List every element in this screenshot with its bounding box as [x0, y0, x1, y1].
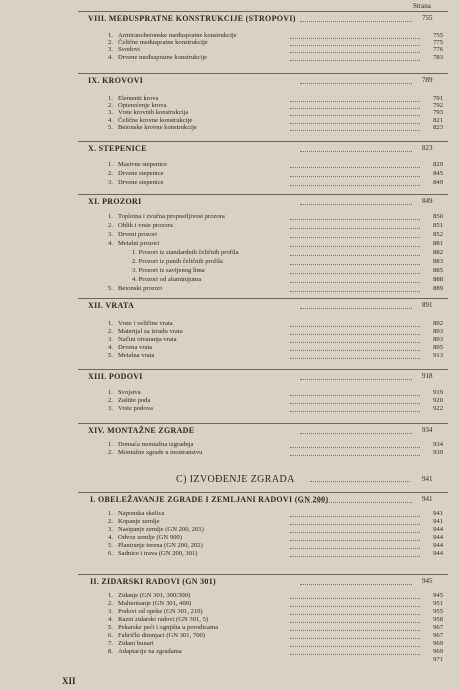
section-rule — [78, 298, 448, 299]
item-number: 3. — [108, 526, 113, 533]
section-leader — [300, 584, 412, 585]
item-leader — [290, 395, 420, 396]
item-number: 3. — [108, 109, 113, 116]
item-title: Toplotna i zvučna propustljivost prozora — [118, 213, 225, 220]
section-page: 849 — [422, 197, 433, 205]
item-title: 3. Prozori iz savijenog lima — [132, 267, 205, 274]
item-page: 969 — [433, 640, 443, 647]
item-number: 2. — [108, 328, 113, 335]
item-title: Drvena vrata — [118, 344, 153, 351]
item-page: 920 — [433, 397, 443, 404]
section-leader — [300, 308, 412, 309]
section-title: XII. VRATA — [88, 301, 135, 310]
item-title: Zidanje (GN 301, 300/300) — [118, 592, 191, 599]
item-leader — [290, 219, 420, 220]
item-title: 2. Prozori iz punih čeličnih profila — [132, 258, 223, 265]
page-number: XII — [62, 676, 76, 686]
item-page: 823 — [433, 124, 443, 131]
item-leader — [290, 447, 420, 448]
item-page: 913 — [433, 352, 443, 359]
section-page: 934 — [422, 426, 433, 434]
item-page: 829 — [433, 161, 443, 168]
item-page: 792 — [433, 102, 443, 109]
section-rule — [78, 423, 448, 424]
item-leader — [290, 638, 420, 639]
item-page: 958 — [433, 616, 443, 623]
item-title: Drvene stepenice — [118, 179, 164, 186]
item-number: 5. — [108, 624, 113, 631]
item-title: Elementi krova — [118, 95, 159, 102]
item-leader — [290, 598, 420, 599]
item-number: 4. — [108, 616, 113, 623]
item-page: 783 — [433, 54, 443, 61]
item-page: 889 — [433, 285, 443, 292]
item-page: 755 — [433, 32, 443, 39]
section-leader — [300, 21, 412, 22]
part-page: 941 — [422, 475, 433, 483]
page-column-label: Strana — [413, 2, 431, 10]
item-number: 1. — [108, 95, 113, 102]
item-title: Pekarske peći i ognjišta u porodicama — [118, 624, 219, 631]
section-title: XI. PROZORI — [88, 197, 142, 206]
item-page: 941 — [433, 510, 443, 517]
item-number: 2. — [108, 222, 113, 229]
item-number: 1. — [108, 161, 113, 168]
item-page: 919 — [433, 389, 443, 396]
section-title: I. OBELEŽAVANJE ZGRADE I ZEMLJANI RADOVI (GN 200) — [90, 495, 329, 504]
item-title: Malterisanje (GN 301, 400) — [118, 600, 192, 607]
item-title: Adaptacije na zgradama — [118, 648, 182, 655]
item-title: Svojstva — [118, 389, 141, 396]
item-page: 892 — [433, 320, 443, 327]
item-title: Domaća montažna izgradnja — [118, 441, 194, 448]
item-number: 5. — [108, 352, 113, 359]
item-number: 3. — [108, 608, 113, 615]
item-number: 5. — [108, 285, 113, 292]
item-title: Načini otvaranja vrata — [118, 336, 177, 343]
item-leader — [290, 246, 420, 247]
item-number: 1. — [108, 213, 113, 220]
item-page: 945 — [433, 592, 443, 599]
section-rule — [78, 73, 448, 74]
item-number: 7. — [108, 640, 113, 647]
item-number: 3. — [108, 179, 113, 186]
item-page: 893 — [433, 328, 443, 335]
item-page: 941 — [433, 518, 443, 525]
section-title: XIII. PODOVI — [88, 372, 143, 381]
section-leader — [300, 83, 412, 84]
item-number: 5. — [108, 124, 113, 131]
item-leader — [290, 273, 420, 274]
item-leader — [290, 185, 420, 186]
item-number: 2. — [108, 170, 113, 177]
section-rule — [78, 194, 448, 195]
item-title: Zaštite poda — [118, 397, 151, 404]
item-number: 4. — [108, 54, 113, 61]
item-leader — [290, 411, 420, 412]
item-page: 951 — [433, 600, 443, 607]
item-title: Čelične međuspratne konstrukcije — [118, 39, 208, 46]
item-page: 775 — [433, 39, 443, 46]
item-leader — [290, 326, 420, 327]
item-leader — [290, 108, 420, 109]
item-leader — [290, 556, 420, 557]
item-title: Čelične krovne konstrukcije — [118, 117, 193, 124]
item-leader — [290, 403, 420, 404]
item-leader — [290, 123, 420, 124]
item-title: 4. Prozori od aluminijuma — [132, 276, 202, 283]
section-leader — [300, 379, 412, 380]
item-leader — [290, 52, 420, 53]
item-number: 2. — [108, 102, 113, 109]
item-leader — [290, 282, 420, 283]
item-title: 1. Prozori iz standardnih čeličnih profila — [132, 249, 239, 256]
item-leader — [290, 548, 420, 549]
item-number: 2. — [108, 449, 113, 456]
item-leader — [290, 524, 420, 525]
item-title: Oblik i vrste prozora — [118, 222, 173, 229]
section-rule — [78, 141, 448, 142]
item-title: Vrste krovnih konstrukcija — [118, 109, 189, 116]
item-page: 793 — [433, 109, 443, 116]
item-title: Masivne stepenice — [118, 161, 167, 168]
item-number: 4. — [108, 117, 113, 124]
part-heading: C) IZVOĐENJE ZGRADA — [176, 474, 295, 485]
item-title: Nasipanje zemlje (GN 200, 201) — [118, 526, 204, 533]
item-page: 882 — [433, 249, 443, 256]
item-number: 3. — [108, 336, 113, 343]
item-title: Kopanje zemlje — [118, 518, 160, 525]
item-number: 2. — [108, 518, 113, 525]
item-leader — [290, 237, 420, 238]
section-page: 945 — [422, 577, 433, 585]
item-page: 849 — [433, 179, 443, 186]
item-title: Materijal za izradu vrata — [118, 328, 183, 335]
item-page: 939 — [433, 449, 443, 456]
section-leader — [300, 502, 412, 503]
item-title: Drvene stepenice — [118, 170, 164, 177]
item-leader — [290, 540, 420, 541]
item-title: Vrste podova — [118, 405, 153, 412]
item-number: 2. — [108, 39, 113, 46]
item-leader — [290, 646, 420, 647]
item-title: Metalna vrata — [118, 352, 155, 359]
item-leader — [290, 358, 420, 359]
item-page: 934 — [433, 441, 443, 448]
item-title: Planiranje terena (GN 200, 202) — [118, 542, 203, 549]
item-title: Odvoz zemlje (GN 900) — [118, 534, 182, 541]
item-number: 4. — [108, 240, 113, 247]
item-number: 5. — [108, 542, 113, 549]
item-page: 821 — [433, 117, 443, 124]
item-title: Svodovi — [118, 46, 140, 53]
item-number: 1. — [108, 320, 113, 327]
item-leader — [290, 115, 420, 116]
item-title: Armiranobetonske međuspratne konstrukcije — [118, 32, 237, 39]
item-title: Sadnice i trava (GN 200, 301) — [118, 550, 198, 557]
section-title: X. STEPENICE — [88, 144, 147, 153]
section-page: 755 — [422, 14, 433, 22]
item-page: 969 — [433, 648, 443, 655]
item-page: 967 — [433, 632, 443, 639]
item-leader — [290, 45, 420, 46]
item-leader — [290, 455, 420, 456]
item-title: Fabrički dimnjaci (GN 301, 700) — [118, 632, 205, 639]
section-rule — [78, 492, 448, 493]
section-page: 891 — [422, 301, 433, 309]
item-number: 8. — [108, 648, 113, 655]
item-leader — [290, 606, 420, 607]
item-title: Razni zidarski radovi (GN 301, 5) — [118, 616, 209, 623]
item-leader — [290, 130, 420, 131]
item-number: 1. — [108, 389, 113, 396]
section-leader — [300, 151, 412, 152]
item-number: 3. — [108, 46, 113, 53]
item-number: 2. — [108, 397, 113, 404]
item-page: 944 — [433, 542, 443, 549]
item-page: 850 — [433, 213, 443, 220]
item-leader — [290, 516, 420, 517]
item-leader — [290, 342, 420, 343]
item-page: 971 — [433, 656, 443, 663]
section-title: XIV. MONTAŽNE ZGRADE — [88, 426, 195, 435]
item-page: 944 — [433, 534, 443, 541]
section-leader — [300, 433, 412, 434]
item-title: Drvene međuspratne konstrukcije — [118, 54, 207, 61]
item-number: 6. — [108, 550, 113, 557]
item-title: Metalni prozori — [118, 240, 160, 247]
section-leader — [300, 204, 412, 205]
item-title: Betonski prozori — [118, 285, 163, 292]
item-leader — [290, 350, 420, 351]
item-leader — [290, 532, 420, 533]
section-title: II. ZIDARSKI RADOVI (GN 301) — [90, 577, 216, 586]
item-leader — [290, 614, 420, 615]
section-rule — [78, 574, 448, 575]
item-leader — [290, 654, 420, 655]
item-page: 888 — [433, 276, 443, 283]
item-leader — [290, 176, 420, 177]
item-number: 6. — [108, 632, 113, 639]
item-title: Naponska skelica — [118, 510, 165, 517]
item-leader — [290, 60, 420, 61]
section-title: VIII. MEĐUSPRATNE KONSTRUKCIJE (STROPOVI) — [88, 14, 296, 23]
item-page: 883 — [433, 258, 443, 265]
item-page: 944 — [433, 526, 443, 533]
item-leader — [290, 264, 420, 265]
item-leader — [290, 255, 420, 256]
item-page: 895 — [433, 344, 443, 351]
item-title: Montažne zgrade u inostranstvu — [118, 449, 203, 456]
item-page: 967 — [433, 624, 443, 631]
section-page: 941 — [422, 495, 433, 503]
item-page: 955 — [433, 608, 443, 615]
item-page: 944 — [433, 550, 443, 557]
item-title: Vrste i veličine vrata — [118, 320, 173, 327]
item-title: Zidani bunari — [118, 640, 154, 647]
item-number: 1. — [108, 441, 113, 448]
item-number: 3. — [108, 405, 113, 412]
section-page: 789 — [422, 76, 433, 84]
section-page: 823 — [422, 144, 433, 152]
item-page: 922 — [433, 405, 443, 412]
item-number: 2. — [108, 600, 113, 607]
item-page: 893 — [433, 336, 443, 343]
item-page: 791 — [433, 95, 443, 102]
item-leader — [290, 101, 420, 102]
item-leader — [290, 228, 420, 229]
item-leader — [290, 167, 420, 168]
item-leader — [290, 38, 420, 39]
item-page: 885 — [433, 267, 443, 274]
item-leader — [290, 291, 420, 292]
item-page: 851 — [433, 222, 443, 229]
item-number: 3. — [108, 231, 113, 238]
item-number: 4. — [108, 534, 113, 541]
item-number: 1. — [108, 592, 113, 599]
section-rule — [78, 11, 448, 12]
section-page: 918 — [422, 372, 433, 380]
item-page: 881 — [433, 240, 443, 247]
item-number: 1. — [108, 510, 113, 517]
item-page: 776 — [433, 46, 443, 53]
item-leader — [290, 334, 420, 335]
item-leader — [290, 622, 420, 623]
item-title: Podovi od opeke (GN 301, 210) — [118, 608, 203, 615]
item-page: 845 — [433, 170, 443, 177]
part-leader — [310, 481, 410, 482]
section-rule — [78, 369, 448, 370]
item-leader — [290, 630, 420, 631]
item-title: Drveni prozori — [118, 231, 157, 238]
item-title: Opterećenje krova — [118, 102, 167, 109]
item-number: 4. — [108, 344, 113, 351]
item-page: 852 — [433, 231, 443, 238]
item-number: 1. — [108, 32, 113, 39]
section-title: IX. KROVOVI — [88, 76, 144, 85]
item-title: Betonske krovne konstrukcije — [118, 124, 197, 131]
